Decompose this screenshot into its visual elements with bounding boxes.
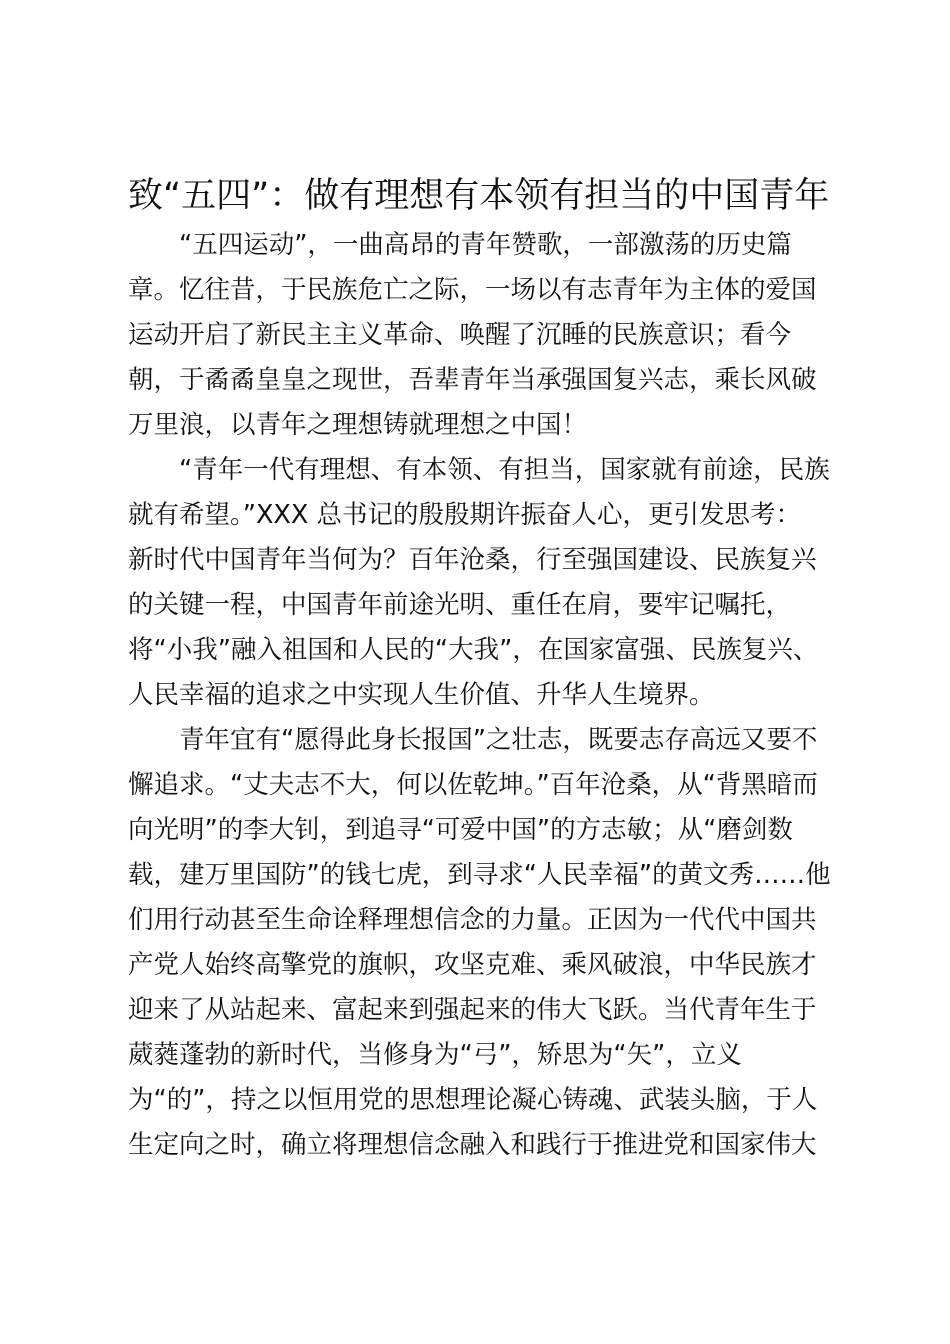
body-line: 产党人始终高擎党的旗帜，攻坚克难、乘风破浪，中华民族才 [128, 950, 817, 980]
body-line: 载，建万里国防”的钱七虎，到寻求“人民幸福”的黄文秀……他 [128, 860, 831, 890]
body-line: 们用行动甚至生命诠释理想信念的力量。正因为一代代中国共 [128, 905, 817, 935]
body-line: 章。忆往昔，于民族危亡之际，一场以有志青年为主体的爱国 [128, 275, 817, 305]
body-line: 新时代中国青年当何为？百年沧桑，行至强国建设、民族复兴 [128, 545, 817, 575]
body-line: 葳蕤蓬勃的新时代，当修身为“弓”，矫思为“矢”，立义 [128, 1040, 742, 1070]
body-line: 为“的”，持之以恒用党的思想理论凝心铸魂、武装头脑，于人 [128, 1085, 818, 1115]
document-title: 致“五四”：做有理想有本领有担当的中国青年 [128, 176, 830, 216]
body-line: 就有希望。”XXX 总书记的殷殷期许振奋人心，更引发思考： [128, 500, 801, 530]
body-line: 人民幸福的追求之中实现人生价值、升华人生境界。 [128, 680, 715, 710]
body-line: 将“小我”融入祖国和人民的“大我”，在国家富强、民族复兴、 [128, 635, 819, 665]
body-line: 青年宜有“愿得此身长报国”之壮志，既要志存高远又要不 [128, 725, 818, 755]
body-line: 生定向之时，确立将理想信念融入和践行于推进党和国家伟大 [128, 1130, 817, 1160]
body-line: 朝，于矞矞皇皇之现世，吾辈青年当承强国复兴志，乘长风破 [128, 365, 817, 395]
body-line: 的关键一程，中国青年前途光明、重任在肩，要牢记嘱托， [128, 590, 792, 620]
body-line: 向光明”的李大钊，到追寻“可爱中国”的方志敏；从“磨剑数 [128, 815, 793, 845]
body-line: 懈追求。“丈夫志不大，何以佐乾坤。”百年沧桑，从“背黑暗而 [128, 770, 818, 800]
body-line: 万里浪，以青年之理想铸就理想之中国！ [128, 410, 588, 440]
body-line: 迎来了从站起来、富起来到强起来的伟大飞跃。当代青年生于 [128, 995, 817, 1025]
body-line: “五四运动”，一曲高昂的青年赞歌，一部激荡的历史篇 [128, 230, 792, 260]
body-line: “青年一代有理想、有本领、有担当，国家就有前途，民族 [128, 455, 830, 485]
body-line: 运动开启了新民主主义革命、唤醒了沉睡的民族意识；看今 [128, 320, 792, 350]
